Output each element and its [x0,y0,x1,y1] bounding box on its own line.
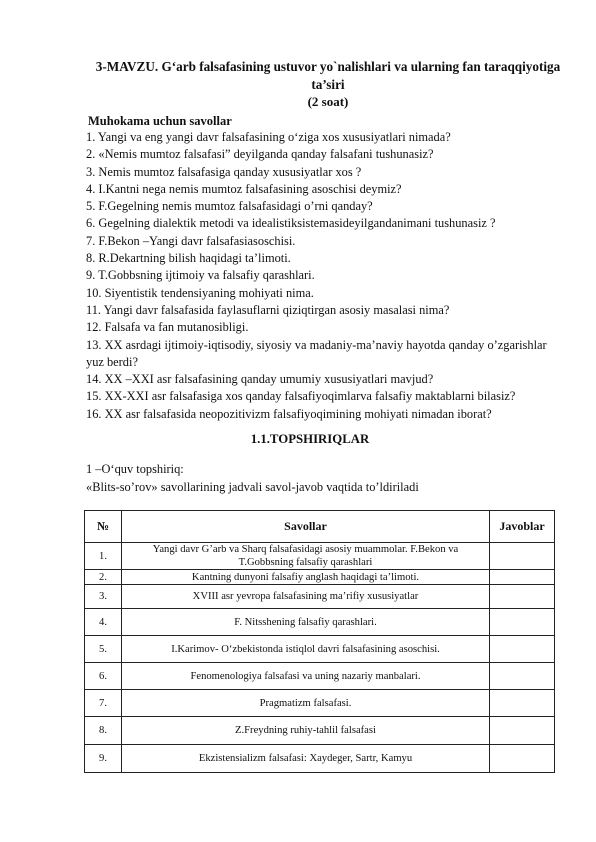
discussion-heading: Muhokama uchun savollar [88,114,232,128]
row-answer-cell[interactable] [490,636,555,663]
row-question: Kantning dunyoni falsafiy anglash haqidagi ta’limoti. [122,570,490,585]
discussion-question-list [86,129,556,423]
question-item: 11. Yangi davr falsafasida faylasuflarni qiziqtirgan asosiy masalasi nima? [86,302,450,317]
table-row [85,636,555,663]
row-answer-cell[interactable] [490,717,555,745]
question-item: 14. XX –XXI asr falsafasining qanday umumiy xususiyatlari mavjud? [86,372,434,387]
row-answer-cell[interactable] [490,570,555,585]
question-item: 10. Siyentistik tendensiyaning mohiyati nima. [86,285,314,300]
row-number: 9. [85,745,122,773]
question-item: 16. XX asr falsafasida neopozitivizm falsafiyoqimining mohiyati nimadan iborat? [86,406,492,421]
question-item: 15. XX-XXI asr falsafasiga xos qanday falsafiyoqimlarva falsafiy maktablarni bilasiz? [86,389,516,404]
blitz-survey-table [84,510,555,773]
topic-hours: (2 soat) [307,94,349,109]
header-number: № [85,511,122,543]
row-answer-cell[interactable] [490,663,555,690]
topic-title: 3-MAVZU. G‘arb falsafasining ustuvor yo`nalishlari va ularning fan taraqqiyotiga ta’siri [95,59,561,92]
row-question: XVIII asr yevropa falsafasining ma’rifiy xususiyatlar [122,585,490,609]
question-item: 8. R.Dekartning bilish haqidagi ta’limoti. [86,251,291,266]
row-answer-cell[interactable] [490,690,555,717]
row-number: 1. [85,543,122,570]
tasks-heading [0,432,596,447]
row-number: 4. [85,609,122,636]
row-number: 3. [85,585,122,609]
question-item: 12. Falsafa va fan mutanosibligi. [86,320,249,335]
row-answer-cell[interactable] [490,609,555,636]
row-question: F. Nitsshening falsafiy qarashlari. [122,609,490,636]
question-item: 5. F.Gegelning nemis mumtoz falsafasidagi o’rni qanday? [86,199,373,214]
table-row [85,690,555,717]
row-number: 2. [85,570,122,585]
row-question: Z.Freydning ruhiy-tahlil falsafasi [122,717,490,745]
table-row [85,663,555,690]
table-row [85,717,555,745]
table-row [85,543,555,570]
row-question: Ekzistensializm falsafasi: Xaydeger, Sartr, Kamyu [122,745,490,773]
row-question: Fenomenologiya falsafasi va uning nazariy manbalari. [122,663,490,690]
question-item: 6. Gegelning dialektik metodi va idealistiksistemasideyilgandanimani tushunasiz ? [86,216,496,231]
question-item: 4. I.Kantni nega nemis mumtoz falsafasining asoschisi deymiz? [86,181,402,196]
row-number: 6. [85,663,122,690]
question-item: 7. F.Bekon –Yangi davr falsafasiasoschisi. [86,233,296,248]
row-question: I.Karimov- O‘zbekistonda istiqlol davri falsafasining asoschisi. [122,636,490,663]
row-answer-cell[interactable] [490,543,555,570]
row-number: 5. [85,636,122,663]
row-question: Yangi davr G’arb va Sharq falsafasidagi asosiy muammolar. F.Bekon va T.Gobbsning falsafiy qarashlari [122,543,490,570]
row-question: Pragmatizm falsafasi. [122,690,490,717]
header-questions: Savollar [122,511,490,543]
table-row [85,570,555,585]
header-answers: Javoblar [490,511,555,543]
row-answer-cell[interactable] [490,745,555,773]
question-item: 2. «Nemis mumtoz falsafasi” deyilganda qanday falsafani tushunasiz? [86,147,434,162]
question-item: 1. Yangi va eng yangi davr falsafasining o‘ziga xos xususiyatlari nimada? [86,130,451,144]
question-item: 3. Nemis mumtoz falsafasiga qanday xususiyatlar xos ? [86,164,362,179]
question-item: 9. T.Gobbsning ijtimoiy va falsafiy qarashlari. [86,268,315,283]
task-description: «Blits-so’rov» savollarining jadvali savol-javob vaqtida to’ldiriladi [86,480,419,494]
row-number: 8. [85,717,122,745]
row-answer-cell[interactable] [490,585,555,609]
table-row [85,585,555,609]
table-row [85,745,555,773]
question-item: 13. XX asrdagi ijtimoiy-iqtisodiy, siyosiy va madaniy-ma’naviy hayotda qanday o’zgarishlar yuz berdi? [86,337,547,369]
task-title: 1 –O‘quv topshiriq: [86,462,184,476]
table-header-row [85,511,555,543]
table-row [85,609,555,636]
tasks-heading-text: 1.1.TOPSHIRIQLAR [250,432,370,446]
row-number: 7. [85,690,122,717]
